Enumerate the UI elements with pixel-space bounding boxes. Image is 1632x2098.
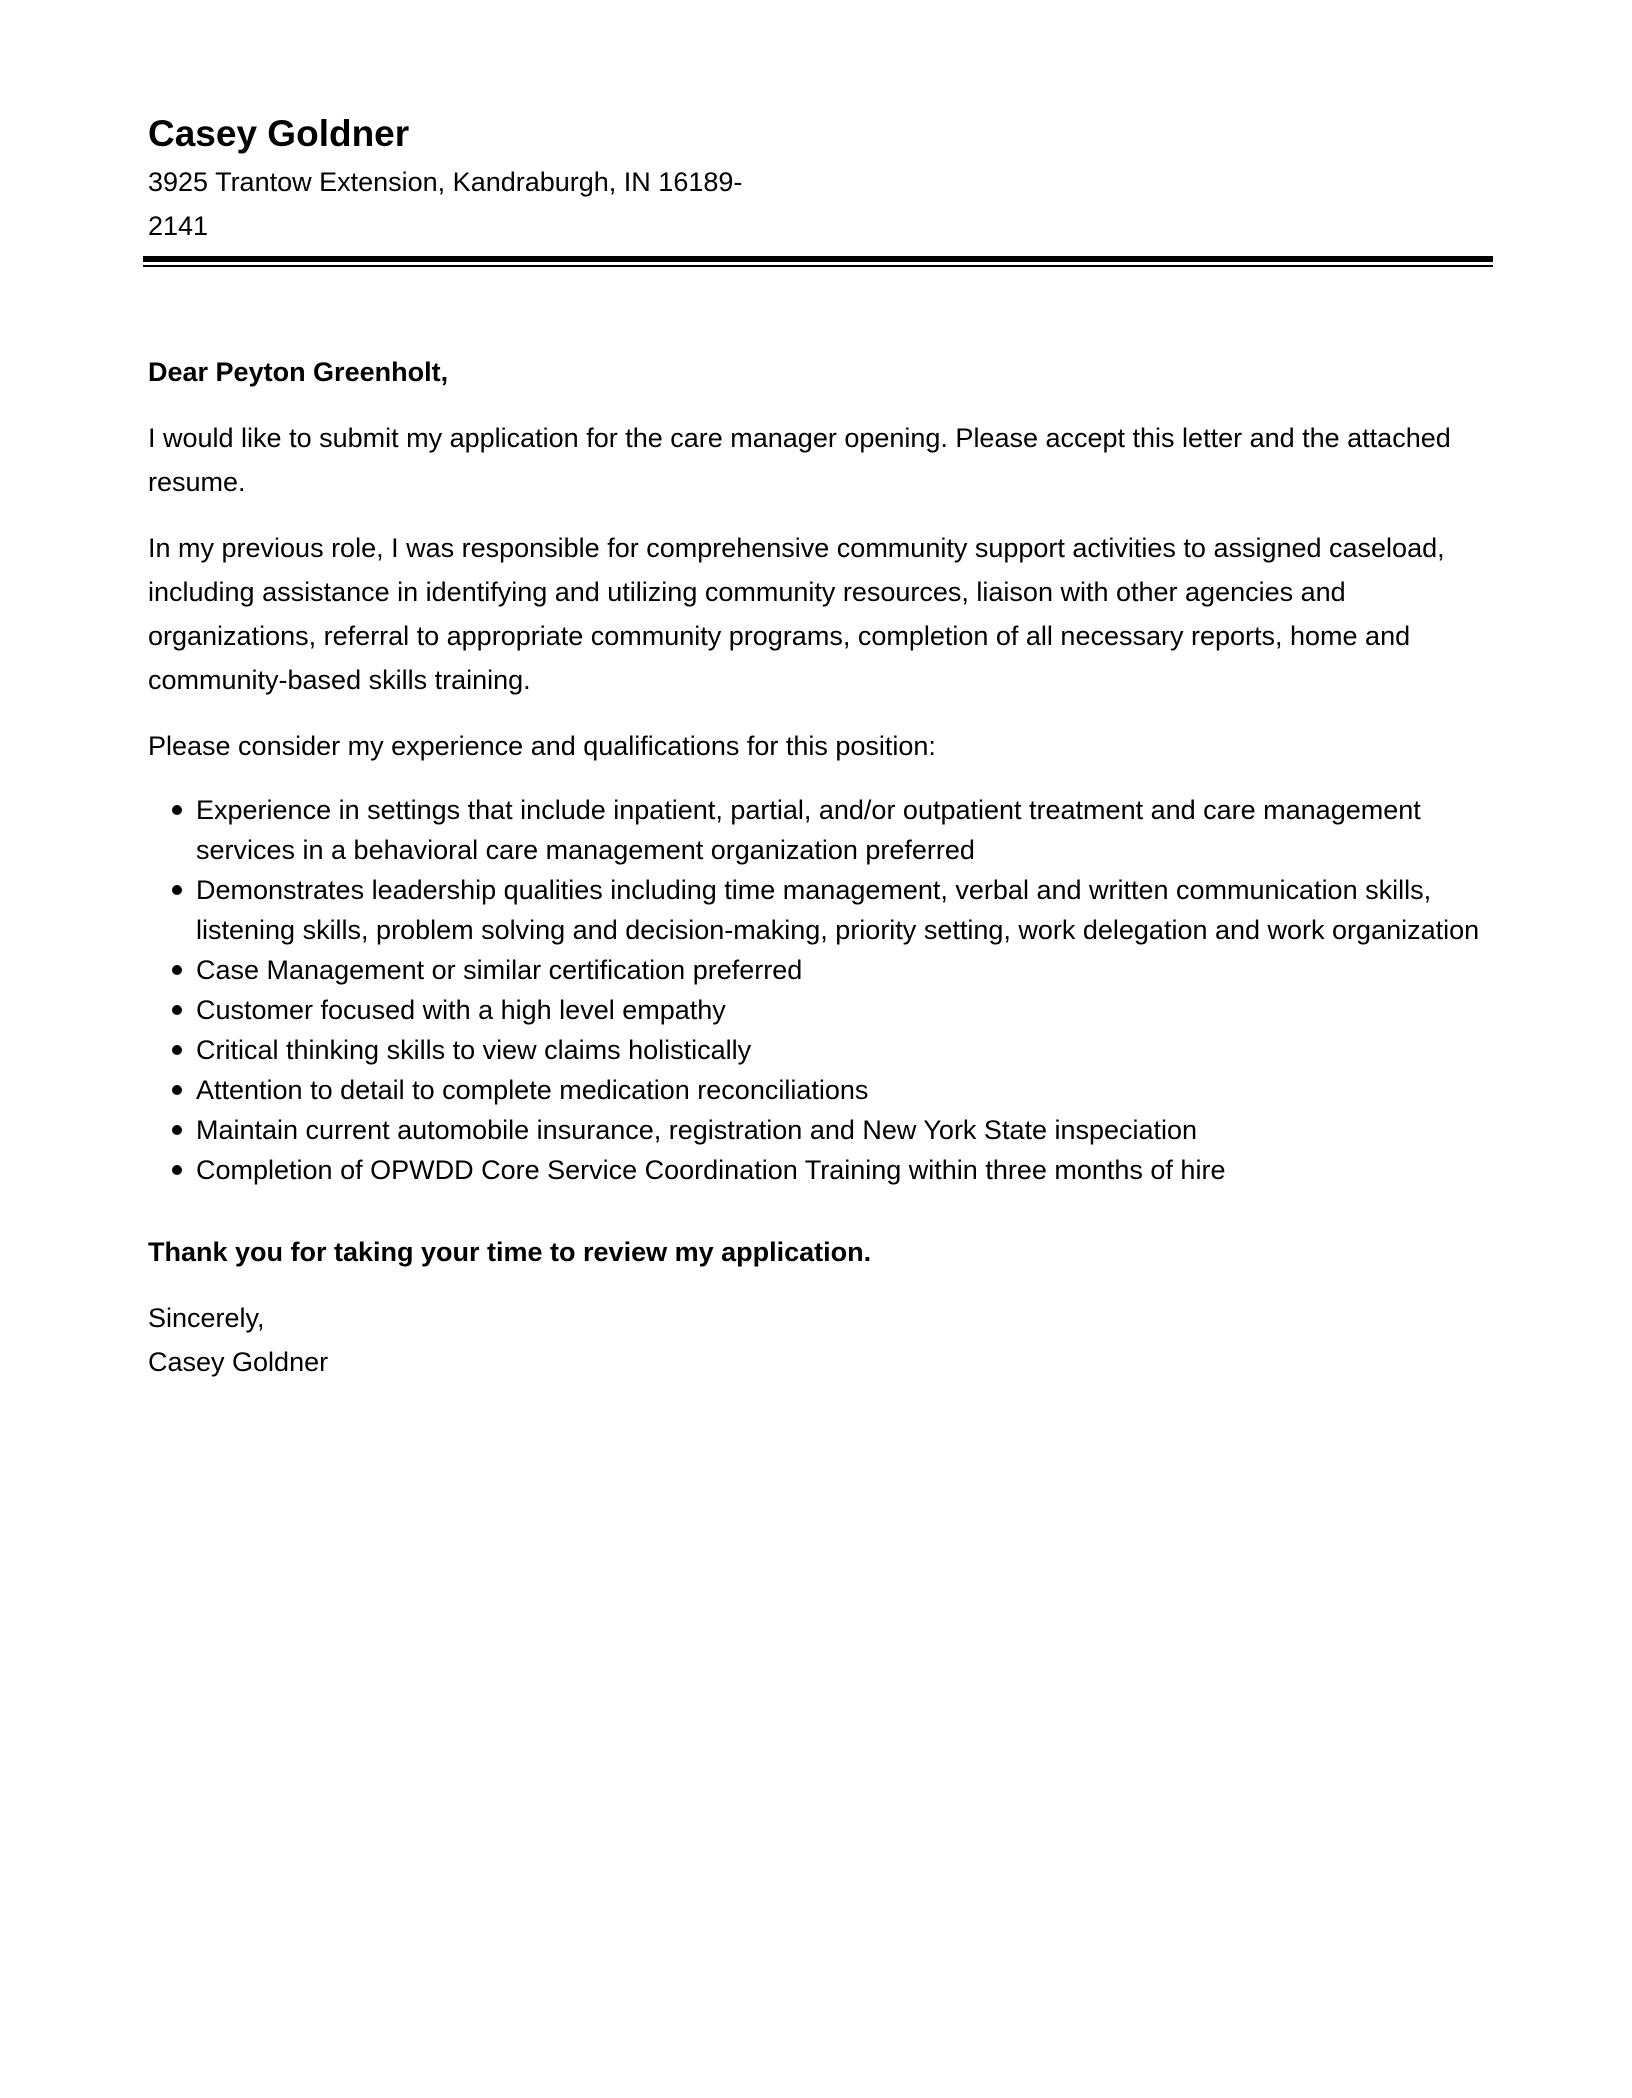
closing-thanks: Thank you for taking your time to review my application. [148,1237,872,1267]
list-item-text: Customer focused with a high level empathy [196,995,726,1025]
list-item-text: Case Management or similar certification preferred [196,955,803,985]
list-item-text: Maintain current automobile insurance, registration and New York State inspeciation [196,1115,1198,1145]
paragraph-qualifications-intro: Please consider my experience and qualifications for this position: [148,731,936,761]
list-item [148,1030,1488,1070]
list-item-text: Experience in settings that include inpatient, partial, and/or outpatient treatment and care management services in a behavioral care management organization preferred [196,795,1421,865]
signoff: Sincerely, [148,1303,265,1333]
list-item-text: Attention to detail to complete medication reconciliations [196,1075,869,1105]
qualifications-list [148,790,1488,1190]
bullet-icon [172,805,182,815]
bullet-icon [172,1005,182,1015]
list-item-text: Demonstrates leadership qualities including time management, verbal and written communication skills, listening skills, problem solving and decision-making, priority setting, work delegation and work organization [196,875,1480,945]
signature-name: Casey Goldner [148,1347,329,1377]
sender-name: Casey Goldner [148,113,410,154]
paragraph-previous-role: In my previous role, I was responsible for comprehensive community support activities to assigned caseload, including assistance in identifying and utilizing community resources, liaison with other agencies and organizations, referral to appropriate community programs, completion of all necessary reports, home and community-based skills training. [148,533,1445,695]
list-item [148,1110,1488,1150]
list-item [148,870,1488,950]
list-item [148,950,1488,990]
list-item-text: Critical thinking skills to view claims holistically [196,1035,752,1065]
bullet-icon [172,1125,182,1135]
list-item-text: Completion of OPWDD Core Service Coordination Training within three months of hire [196,1155,1226,1185]
bullet-icon [172,1165,182,1175]
list-item [148,1070,1488,1110]
greeting: Dear Peyton Greenholt, [148,357,449,387]
header-divider-thin [143,265,1493,267]
bullet-icon [172,965,182,975]
bullet-icon [172,1045,182,1055]
list-item [148,1150,1488,1190]
bullet-icon [172,885,182,895]
list-item [148,990,1488,1030]
header-divider-thick [143,256,1493,262]
bullet-icon [172,1085,182,1095]
sender-address: 3925 Trantow Extension, Kandraburgh, IN 16189-2141 [148,167,743,241]
letter-page [148,108,1488,1377]
letter-body [148,350,1488,1384]
paragraph-intro: I would like to submit my application for the care manager opening. Please accept this letter and the attached resume. [148,423,1451,497]
list-item [148,790,1488,870]
